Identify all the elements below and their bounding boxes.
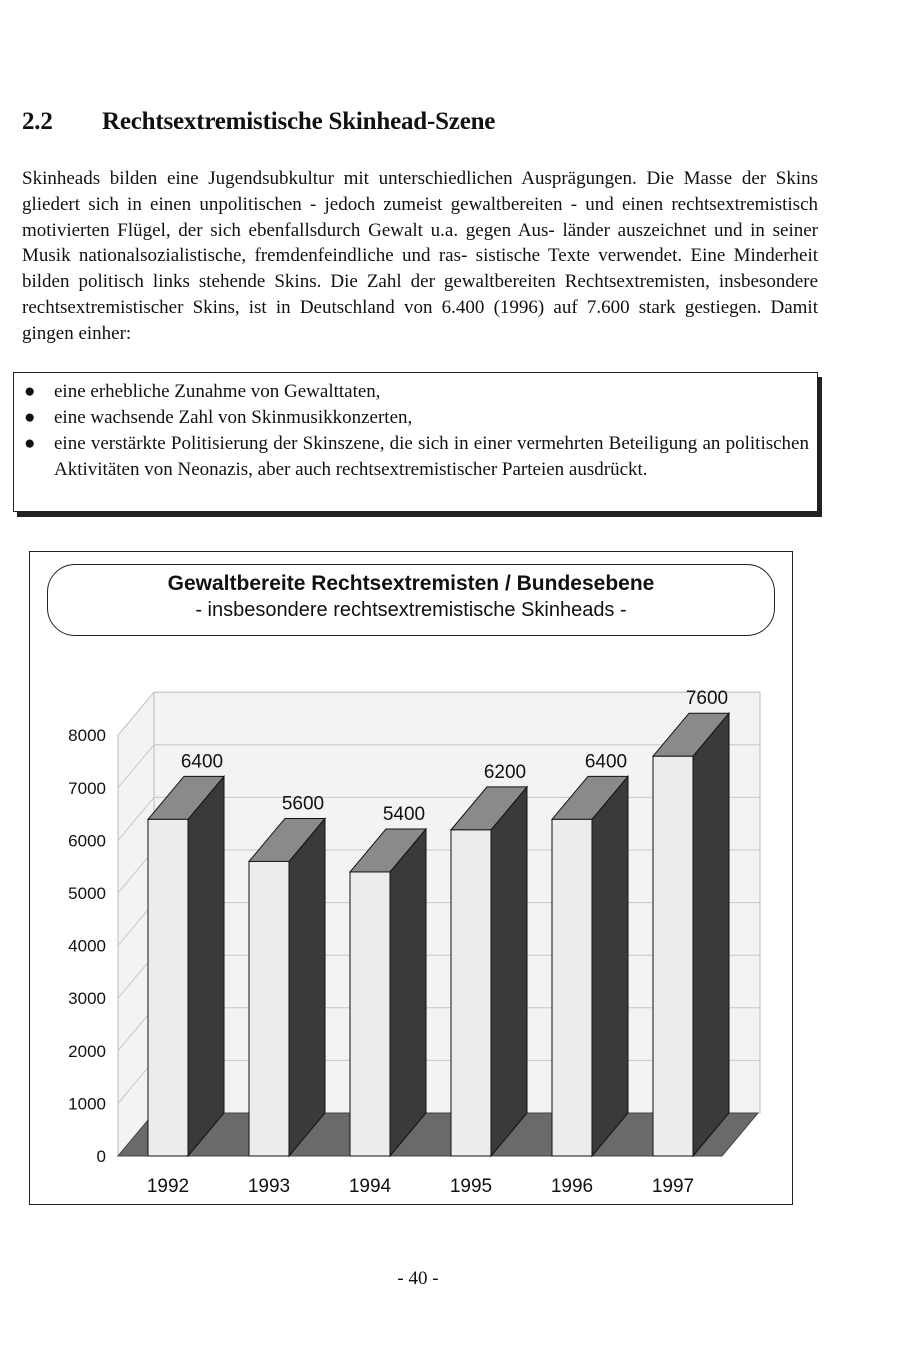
paragraph-line: rechtsextremistisch motivierten Flügel, der sich ebenfallsdurch Gewalt u.a. gegen Aus- [22, 193, 819, 241]
y-tick-label: 6000 [68, 831, 106, 851]
bar-side [289, 818, 325, 1156]
chart-subtitle: - insbesondere rechtsextremistische Skinheads - [195, 599, 627, 621]
x-tick-label: 1994 [348, 1176, 392, 1197]
section-title: Rechtsextremistische Skinhead-Szene [102, 108, 496, 135]
bar [451, 830, 491, 1156]
page-number: - 40 - [397, 1268, 439, 1289]
bullet-icon: ● [24, 433, 36, 454]
data-label: 6200 [483, 761, 527, 783]
bullet-icon: ● [24, 407, 36, 428]
y-tick-label: 5000 [68, 884, 106, 903]
paragraph-line: der Skins gliedert sich in einen unpolitischen - jedoch zumeist gewaltbereiten - und einen [22, 168, 819, 215]
bar-side [188, 776, 224, 1156]
data-label: 7600 [685, 688, 729, 710]
bar-side [693, 713, 729, 1156]
bar-side [592, 776, 628, 1156]
x-tick-label: 1992 [146, 1176, 190, 1197]
y-tick-label: 1000 [68, 1094, 106, 1114]
list-item-text: eine erhebliche Zunahme von Gewalttaten, [54, 381, 381, 402]
bullet-icon: ● [24, 381, 36, 402]
x-tick-label: 1996 [550, 1176, 594, 1197]
paragraph-line: länder auszeichnet und in seiner Musik nationalsozialistische, fremdenfeindliche und ras- [22, 219, 819, 267]
chart-title: Gewaltbereite Rechtsextremisten / Bundesebene [167, 572, 655, 595]
x-tick-label: 1997 [651, 1176, 695, 1197]
paragraph-line: Skinheads bilden eine Jugendsubkultur mit unterschiedlichen Ausprägungen. Die Masse [22, 168, 733, 189]
bar-side [491, 787, 527, 1156]
y-tick-label: 7000 [68, 778, 106, 798]
paragraph-line: Zahl der gewaltbereiten Rechtsextremisten, insbesondere rechtsextremistischer Skins, ist [22, 271, 819, 318]
data-label: 5600 [281, 793, 325, 815]
y-tick-label: 3000 [68, 989, 106, 1009]
data-label: 5400 [382, 803, 426, 825]
bar [148, 819, 188, 1156]
y-tick-label: 0 [96, 1147, 106, 1166]
y-tick-label: 8000 [68, 726, 106, 746]
bar-side [390, 829, 426, 1156]
data-label: 6400 [180, 751, 224, 773]
y-tick-label: 4000 [68, 936, 106, 956]
bar [350, 872, 390, 1156]
list-item-text: eine verstärkte Politisierung der Skinszene, die sich in einer vermehrten Beteiligung an politischen Aktivitäten von Neonazis, aber auch rechtsextremistischer Parteien ausdrückt. [54, 433, 809, 480]
paragraph-line: in Deutschland von 6.400 (1996) auf 7.600 stark gestiegen. Damit gingen einher: [22, 296, 818, 344]
list-item-text: eine wachsende Zahl von Skinmusikkonzerten, [54, 407, 413, 428]
x-tick-label: 1993 [247, 1176, 291, 1197]
bar [249, 861, 289, 1156]
paragraph-line: sistische Texte verwendet. Eine Minderheit bilden politisch links stehende Skins. Die [22, 245, 819, 293]
data-label: 6400 [584, 751, 628, 773]
bar [653, 756, 693, 1156]
bar [552, 819, 592, 1156]
y-tick-label: 2000 [68, 1041, 106, 1061]
x-tick-label: 1995 [449, 1176, 493, 1197]
section-number: 2.2 [22, 108, 53, 135]
